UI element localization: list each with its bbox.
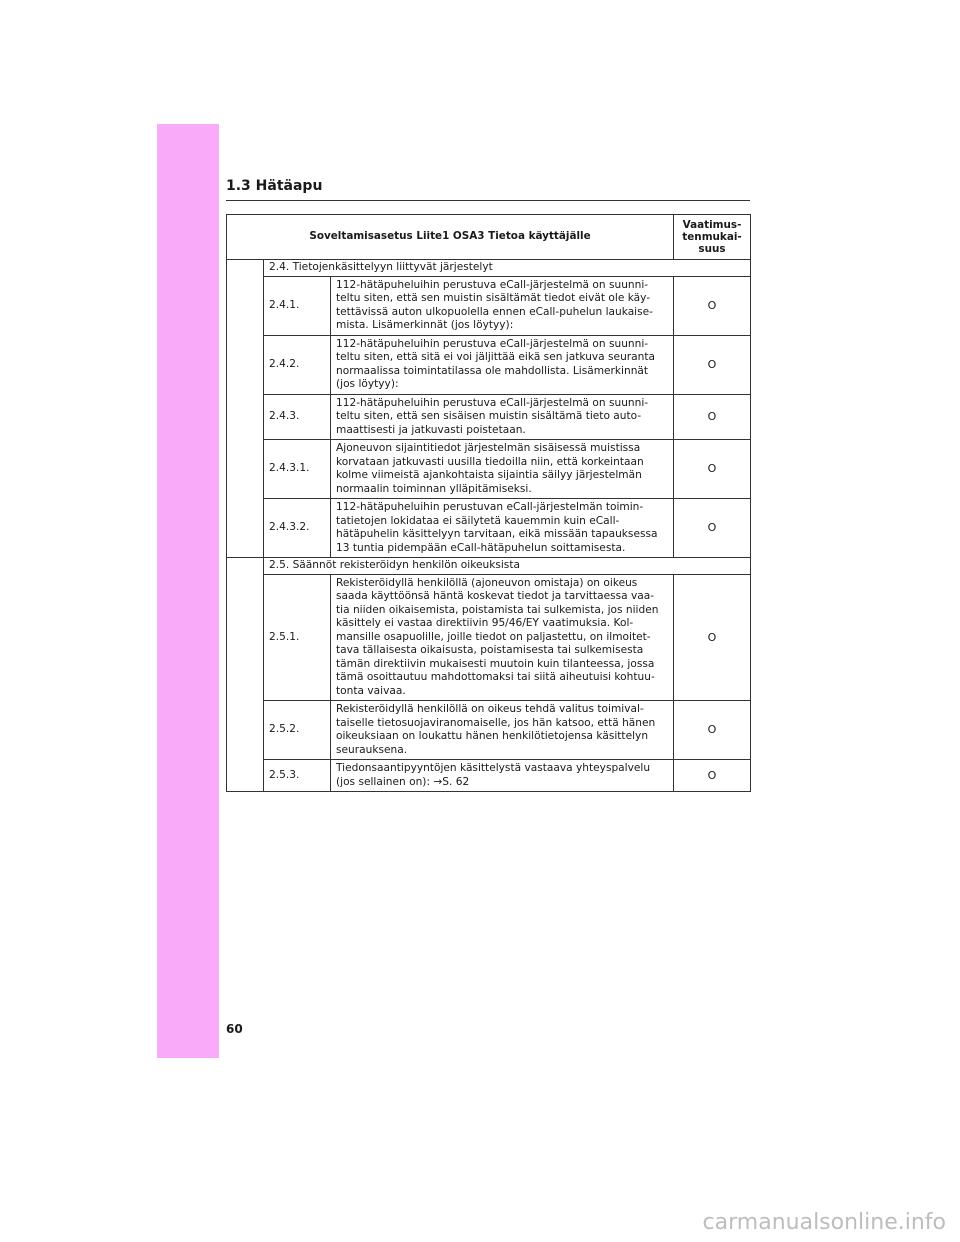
table-row [227,701,751,760]
group-row [227,558,751,575]
regulation-header: Soveltamisasetus Liite1 OSA3 Tietoa käyttäjälle [227,215,674,260]
section-number: 2.4.3.2. [264,499,331,558]
section-number: 2.4.3. [264,394,331,440]
compliance-value: O [674,701,751,760]
compliance-value: O [674,394,751,440]
compliance-value: O [674,499,751,558]
requirement-text: 112-hätäpuheluihin perustuva eCall-järjestelmä on suunni- teltu siten, että sitä ei voi jäljittää eikä sen jatkuva seuranta normaalissa toimintatilassa ole mahdollista. Lisämerkinnät (jos löytyy): [331,335,674,394]
requirement-header: Vaatimus- tenmukai- suus [674,215,751,260]
compliance-value: O [674,760,751,792]
requirement-text: 112-hätäpuheluihin perustuva eCall-järjestelmä on suunni- teltu siten, että sen muistin sisältämät tiedot eivät ole käy- tettävissä auton ulkopuolella ennen eCall-puhelun laukaise- mista. Lisämerkinnät (jos löytyy): [331,276,674,335]
section-number: 2.5.3. [264,760,331,792]
group-indent-cell [227,558,264,792]
table-row [227,760,751,792]
requirement-text: Rekisteröidyllä henkilöllä on oikeus tehdä valitus toimival- taiselle tietosuojaviranomaiselle, jos hän katsoo, että hänen oikeuksiaan on loukattu hänen henkilötietojensa käsittelyn seurauksena. [331,701,674,760]
regulation-table [226,214,751,792]
table-row [227,394,751,440]
table-row [227,574,751,701]
group-indent-cell [227,260,264,558]
table-header-row [227,215,751,260]
section-number: 2.5.1. [264,574,331,701]
section-number: 2.4.1. [264,276,331,335]
chapter-side-tab [157,124,219,1058]
section-title: 1.3 Hätäapu [226,178,323,194]
section-number: 2.5.2. [264,701,331,760]
section-number: 2.4.3.1. [264,440,331,499]
compliance-value: O [674,440,751,499]
page-number: 60 [226,1022,243,1036]
compliance-value: O [674,276,751,335]
table-row [227,440,751,499]
table-row [227,335,751,394]
compliance-value: O [674,335,751,394]
group-row [227,260,751,277]
group-title: 2.4. Tietojenkäsittelyyn liittyvät järjestelyt [264,260,751,277]
compliance-value: O [674,574,751,701]
requirement-text: Ajoneuvon sijaintitiedot järjestelmän sisäisessä muistissa korvataan jatkuvasti uusilla tiedoilla niin, että korkeintaan kolme viimeistä ajankohtaista sijaintia säilyy järjestelmän normaalin toiminnan ylläpitämiseksi. [331,440,674,499]
section-number: 2.4.2. [264,335,331,394]
watermark: carmanualsonline.info [702,1210,946,1235]
table-row [227,499,751,558]
requirement-text: Tiedonsaantipyyntöjen käsittelystä vastaava yhteyspalvelu (jos sellainen on): →S. 62 [331,760,674,792]
requirement-text: Rekisteröidyllä henkilöllä (ajoneuvon omistaja) on oikeus saada käyttöönsä häntä koskevat tiedot ja tarvittaessa vaa- tia niiden oikaisemista, poistamista tai sulkemista, jos niiden käsittely ei vastaa direktiivin 95/46/EY vaatimuksia. Kol- mansille osapuolille, joille tiedot on paljastettu, on ilmoitet- tava tällaisesta oikaisusta, poistamisesta tai sulkemisesta tämän direktiivin mukaisesti muutoin kuin tilanteessa, jossa tämä osoittautuu mahdottomaksi tai siitä aiheutuisi kohtuu- tonta vaivaa. [331,574,674,701]
section-divider [226,200,750,201]
requirement-text: 112-hätäpuheluihin perustuvan eCall-järjestelmän toimin- tatietojen lokidataa ei säilytetä kauemmin kuin eCall- hätäpuhelin käsittelyyn tarvitaan, eikä missään tapauksessa 13 tuntia pidempään eCall-hätäpuhelun soittamisesta. [331,499,674,558]
requirement-text: 112-hätäpuheluihin perustuva eCall-järjestelmä on suunni- teltu siten, että sen sisäisen muistin sisältämä tieto auto- maattisesti ja jatkuvasti poistetaan. [331,394,674,440]
group-title: 2.5. Säännöt rekisteröidyn henkilön oikeuksista [264,558,751,575]
table-row [227,276,751,335]
